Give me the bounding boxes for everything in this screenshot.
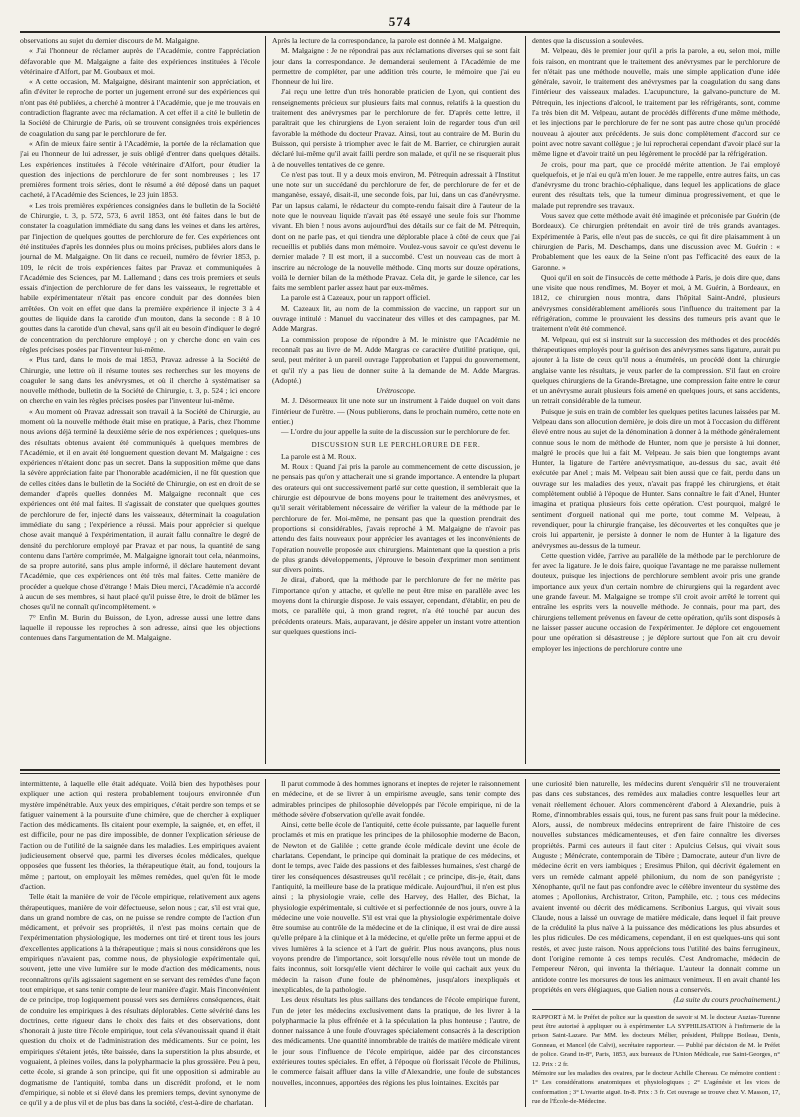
paragraph: dentes que la discussion a soulevées.: [532, 36, 644, 45]
paragraph: Ce n'est pas tout. Il y a deux mois environ, M. Pétrequin adressait à l'Institut une note sur un succédané du perchlorure de fer, de perchlorure de fer et de manganèse, essayé, disait-il, une seconde fois, par lui, dans un cas d'anévrysme. Par un lapsus calami, le rédacteur du compte-rendu faisait dire à l'auteur de la note que le nouveau liquide n'avait pas été essayé une seule fois sur l'homme vivant. Eh bien ! nous avons aujourd'hui des détails sur ce fait de M. Pétrequin, dont on ne parle pas, et qui tiendra une déplorable place à côté de ceux que j'ai recueillis et publiés dans mon mémoire. Voulez-vous savoir ce qu'est devenu le dernier malade ? Il est mort, il a succombé. C'est un nouveau cas de mort à inscrire au nécrologe de la nouvelle méthode. Cinq morts sur douze opérations, voilà le dernier bilan de la méthode Pravaz. Cela dit, je garde le silence, car les faits me semblent parler assez haut par eux-mêmes.: [272, 169, 520, 293]
paragraph: observations au sujet du dernier discours de M. Malgaigne.: [20, 36, 200, 45]
paragraph: Après la lecture de la correspondance, la parole est donnée à M. Malgaigne.: [272, 36, 503, 45]
header-rule: [20, 31, 780, 33]
book-notice: RAPPORT à M. le Préfet de police sur la question de savoir si M. le docteur Auzias-Turenne peut être autorisé à appliquer ou à expérimenter LA SYPHILISATION à l'infirmerie de la prison Saint-Lazare. Par MM. les docteurs Mélier, président, Philippe Boileau, Denis, Gonneau, et Mancel (de Calvi), secrétaire rapporteur. — Publié par décision de M. le Préfet de police. Grand in-8°, Paris, 1853, aux bureaux de l'Union Médicale, rue Saint-Georges, n° 12. Prix : 2 fr.: [532, 1013, 780, 1068]
paragraph: intermittente, à laquelle elle était adéquate. Voilà bien des hypothèses pour expliquer une action qui restera probablement toujours environnée d'un mystère impénétrable. Aux yeux des empiriques, c'était perdre son temps et se fatiguer vainement à la poursuite d'une chimère, que de chercher à expliquer l'action des médicaments. Ils citaient pour exemple, la saignée, et, en effet, il est difficile, pour ne pas dire impossible, de donner l'explication sérieuse de l'action ou de l'utilité de la saignée dans les maladies. Les empiriques avaient judicieusement observé que, parmi les diverses écoles médicales, quelque opposées que fussent les théories, la thérapeutique était, au fond, toujours la même ; partout, on employait les mêmes remèdes, quel qu'en fût le mode d'action.: [20, 779, 260, 891]
bottom-column-2: [272, 779, 520, 1107]
paragraph: Cette question vidée, j'arrive au parallèle de la méthode par le perchlorure de fer avec la ligature. Je le dois faire, quoique l'avantage ne me paraisse nullement douteux, puisque les injections de perchlorure semblent avoir pris une grande importance aux yeux d'un certain nombre de chirurgiens qui la regardent avec une grande faveur. M. Malgaigne se trompe s'il croit avoir arrêté le torrent qui entraîne les esprits vers la nouvelle méthode. Je connais, pour ma part, des chirurgiens tellement prévenus en faveur de cette opération, qu'ils sont disposés à ne laisser passer aucune occasion de l'expérimenter. Je déplore cet engouement pour une opération si désastreuse ; je déplore surtout que l'on ait cru devoir employer les injections de perchlorure contre une: [532, 550, 780, 653]
paragraph: « Afin de mieux faire sentir à l'Académie, la portée de la réclamation que j'ai eu l'honneur de lui adresser, je suis obligé d'entrer dans quelques détails. Les expériences instituées à l'école vétérinaire d'Alfort, pour étudier la question des injections de perchlorure de fer sont nombreuses ; les 17 premières forment trois séries, dont le résumé a été déposé dans un paquet cacheté, à l'Académie des Sciences, le 23 juin 1853.: [20, 138, 260, 200]
paragraph: J'ai reçu une lettre d'un très honorable praticien de Lyon, qui contient des renseignements précieux sur plusieurs faits mal connus, relatifs à la question du traitement des anévrysmes par le perchlorure de fer. D'après cette lettre, il paraîtrait que les chirurgiens de Lyon seraient loin de regarder tous d'un œil favorable la méthode du docteur Pravaz. Ainsi, tout au contraire de M. Burin du Buisson, qui persiste à triompher avec le fait de M. Barrier, ce chirurgien aurait déclaré lui-même qu'il avait failli perdre son malade, et qu'il ne se risquerait plus à de nouvelles tentatives de ce genre.: [272, 87, 520, 169]
paragraph: « Les trois premières expériences consignées dans le bulletin de la Société de Chirurgie, t. 3, p. 572, 573, 6 avril 1853, ont été faites dans le but de constater la coagulation immédiate du sang dans les veines et dans les artères, par l'injection de quelques gouttes de perchlorure de fer. Ces expériences ont été instituées d'après les données plus ou moins précises, publiées alors dans le journal de M. Malgaigne. On lit dans ce recueil, numéro de février 1853, p. 109, le récit de trois expériences faites par Pravaz et communiquées à l'Académie des Sciences, par M. Lallemand ; dans ces trois premiers et seuls essais d'injection de perchlorure de fer dans les vaisseaux, le regrettable et habile expérimentateur n'était pas encore conduit par des données bien arrêtées. On voit en effet que dans la première expérience il injecte 3 à 4 gouttes de liquide dans la carotide d'un mouton, dans la seconde : 8 à 10 gouttes dans la carotide d'un cheval, sans qu'il ait eu besoin d'indiquer le degré de concentration du perchlorure employé ; on y cherche donc en vain ces règles précises posées par l'inventeur lui-même.: [20, 200, 260, 354]
page-number: 574: [388, 14, 412, 29]
paragraph: M. Velpeau, dès le premier jour qu'il a pris la parole, a eu, selon moi, mille fois raison, en montrant que le traitement des anévrysmes par le perchlorure de fer n'était pas une méthode nouvelle, mais une simple application d'une idée générale, savoir, le traitement des anévrysmes par la coagulation du sang dans l'intérieur des vaisseaux malades. L'acupuncture, la galvano-puncture de M. Pétrequin, les injections d'alcool, le traitement par les réfrigérants, sont, comme l'a très bien dit M. Velpeau, autant de procédés différents d'une même méthode, et les injections par le perchlorure de fer ne sont pas autre chose qu'un procédé nouveau à ajouter aux précédents. Je suis donc complètement d'accord sur ce point avec notre savant collègue ; je lui reprocherai cependant d'avoir placé sur la même ligne et d'avoir traité un peu légèrement le procédé par la réfrigération.: [532, 46, 780, 159]
top-column-3: [532, 36, 780, 764]
paragraph: Ainsi, cette belle école de l'antiquité, cette école puissante, par laquelle furent proclamés et mis en pratique les principes de la philosophie moderne de Bacon, de Newton et de Galilée ; cette grande école médicale devint une école de charlatans. Cependant, le principe qui dominait la pratique de ces médecins, et dont le temps, avec l'aide des passions et des faiblesses humaines, s'est chargé de tirer les conséquences désastreuses qu'il recélait ; ce principe, dis-je, était, dans l'antiquité, la meilleure base de la pratique médicale. Aujourd'hui, il n'en est plus ainsi ; la physiologie vraie, celle des Harvey, des Haller, des Bichat, la physiologie expérimentale, si cultivée et si perfectionnée de nos jours, ouvre à la médecine une voie nouvelle. S'il est vrai que la physiologie expérimentale doive être soumise au contrôle de la médecine et de la clinique, il est vrai de dire aussi qu'elle prépare à la clinique et à la médecine, et qu'elle prête un ferme appui et de vives lumières à la science et à l'art de guérir. Plus nous avançons, plus nous voyons prendre de l'importance, soit lorsqu'elle nous révèle tout un monde de faits inconnus, soit lorsqu'elle vient déchirer le voile qui cachait aux yeux du médecin la raison d'une foule de phénomènes, jusqu'alors inexpliqués et inexplicables, de la pathologie.: [272, 820, 520, 994]
paragraph: « Plus tard, dans le mois de mai 1853, Pravaz adresse à la Société de Chirurgie, une lettre où il résume toutes ses recherches sur les moyens de coaguler le sang dans les anévrysmes, et où il cherche à systématiser sa nouvelle méthode, bulletin de la Société de Chirurgie, t. 3, p. 524 ; ici encore on cherche en vain les règles précises posées par l'inventeur lui-même.: [20, 355, 260, 406]
paragraph: 7° Enfin M. Burin du Buisson, de Lyon, adresse aussi une lettre dans laquelle il repousse les reproches à son adresse, ainsi que les objections contenues dans l'argumentation de M. Malgaigne.: [20, 612, 260, 643]
paragraph: « A cette occasion, M. Malgaigne, désirant maintenir son appréciation, et afin d'éviter le reproche de porter un jugement erroné sur des expériences qui n'ont pas été publiées, a cherché à montrer à l'Académie, que je me trouvais en contradiction flagrante avec ma réclamation. A cet effet il a cité le bulletin de la Société de Chirurgie de Paris, où se trouvent consignées trois expériences de coagulation du sang par le perchlorure de fer.: [20, 77, 260, 138]
paragraph: M. Velpeau, qui est si instruit sur la succession des méthodes et des procédés thérapeutiques employés pour la guérison des anévrysmes sans ligature, aurait pu ajouter à la liste de ceux qu'il nous a énumérés, un procédé dont la chirurgie anglaise vante les résultats, je veux parler de la compression. S'il faut en croire quelques chirurgiens de la Grande-Bretagne, une compression faite entre le cœur et un anévrysme aurait plusieurs fois amené en quelques jours, et sans accidents, un retrait considérable de la tumeur.: [532, 334, 780, 406]
section-rule: [20, 769, 780, 771]
paragraph: Les deux résultats les plus saillans des tendances de l'école empirique furent, l'un de jeter les médecins exclusivement dans la pratique, de les livrer à la polypharmacie la plus effrénée et à la spéculation la plus honteuse ; l'autre, de donner naissance à une foule d'ouvrages spécialement consacrés à la description des médicaments. Une quantité innombrable de traités de matière médicale virent le jour sous l'influence de l'école empirique, aidée par des circonstances extérieures toutes spéciales. En effet, à l'époque où florissait l'école de Philinus, le commerce faisait affluer dans la ville d'Alexandrie, une foule de substances nouvelles, inconnues, apportées des régions les plus lointaines. Excités par: [272, 995, 520, 1087]
paragraph: La parole est à Cazeaux, pour un rapport officiel.: [281, 293, 431, 303]
paragraph: « Au moment où Pravaz adressait son travail à la Société de Chirurgie, au moment où la nouvelle méthode était mise en pratique, à Paris, chez l'homme nous avions déjà terminé la deuxième série de nos expériences ; quelques-uns des résultats obtenus avaient été communiqués à quelques membres de l'Académie, et il en avait été longuement question devant M. Malgaigne : ces expériences n'étaient donc pas un secret. Dans la supposition même que dans la sévère appréciation faite par l'honorable académicien, il ne fût question que de celles citées dans le bulletin de la Société de Chirurgie, on est en droit de se demander d'après quelles données M. Malgaigne reconnaît que ces expériences ont été mal faites. Il s'agissait de constater que quelques gouttes de perchlorure de fer, injecté dans les vaisseaux, déterminait la coagulation immédiate du sang ; l'expérience a réussi. Mais pour apprécier si quelque chose avait manqué à l'expérimentation, il aurait fallu connaître le degré de densité du perchlorure employé par Pravaz et par nous, la quantité de sang contenu dans l'artère comprimée, M. Malgaigne ignorait tout cela, néanmoins, de sa propre autorité, sans plus ample informé, il déclare hautement devant l'Académie, que ces expériences ont été très mal faites. Cette manière de procéder a quelque chose d'étrange ! Mais Dieu merci, l'Académie n'a accordé à aucun de ses membres, si haut placé qu'il puisse être, le droit de blâmer les choses qu'il ne connaît qu'incomplètement. »: [20, 406, 260, 612]
paragraph: Telle était la manière de voir de l'école empirique, relativement aux agens thérapeutiques, manière de voir défectueuse, selon nous ; car, s'il est vrai que, dans un grand nombre de cas, on ne puisse se rendre compte de l'action d'un médicament, et prévoir ses propriétés, il n'est pas moins certain que de l'expérimentation physiologique, les modernes ont tiré et tirent tous les jours d'excellentes applications à la thérapeutique ; mais si nous considérons que les empiriques n'avaient pas, comme nous, de physiologie expérimentale qui, souvent, jette une vive lumière sur le mode d'action des médicaments, nous reconnaîtrons qu'ils agissaient sagement en se servant des remèdes d'une façon tout empirique, et sans tenir compte de leur manière d'agir. Mais l'inconvénient de ce principe, trop logiquement poussé vers ses dernières conséquences, était de conduire les empiriques à des résultats déplorables. Cette sévérité dans les doctrines, cette rigueur dans le choix des faits et des observations, dont s'honorait à juste titre l'école empirique, tout cela s'évanouissait quand il était question du choix et de l'administration des médicaments. Sur ce point, les empiriques s'étaient jetés, tête baissée, dans la superstition la plus absurde, et voguaient, à pleines voiles, dans la polypharmacie la plus grossière. Peu à peu, cette école, si grande à son principe, qui fit une opposition si admirable au dogmatisme de l'antiquité, tomba dans un discrédit profond, et le nom d'empirique, si noble et si élevé dans les premiers temps, devint synonyme de ce qu'il y a de plus vil et de plus bas dans la société, c'est-à-dire de charlatan.: [20, 892, 260, 1107]
column-rule: [525, 779, 526, 1107]
section-heading: DISCUSSION SUR LE PERCHLORURE DE FER.: [311, 440, 481, 449]
bottom-column-3: [532, 779, 780, 1107]
paragraph: « J'ai l'honneur de réclamer auprès de l'Académie, contre l'appréciation défavorable que M. Malgaigne a faite des expériences instituées à l'école vétérinaire d'Alfort, par M. Goubaux et moi.: [20, 46, 260, 76]
paragraph: une curiosité bien naturelle, les médecins durent s'enquérir s'il ne trouveraient pas dans ces substances, des remèdes aux maladies contre lesquelles leur art venait réellement échouer. Alors commencèrent d'abord à Alexandrie, puis à Rome, d'innombrables essais qui, tous, ne furent pas sans fruit pour la médecine. Alors, aussi, de nombreux médecins entreprirent de faire l'histoire de ces nouvelles substances médicamenteuses, et d'en faire connaître les diverses propriétés. Parmi ces auteurs il faut citer : Apulcius Celsus, qui vivait sous Auguste ; Ménécrate, contemporain de Tibère ; Damocrate, auteur d'un livre de médecine écrit en vers iambiques ; Eresimus Philon, qui décrivit également en vers un remède calmant appelé philonium, du nom de son panégyriste ; Xénophante, qu'il ne faut pas confondre avec le célèbre inventeur du système des atomes ; Apollonius, Archistrator, Criton, Pamphile, etc. ; tous ces médecins avaient inventé ou décrit des médicamens. Scribonius Largus, qui vivait sous Claude, nous a laissé un ouvrage de matière médicale, dans lequel il fait preuve de la crédulité la plus naïve à la puissance des médications les plus absurdes et les plus ridicules. De ces médicamens, cependant, il en est quelques-uns qui sont restés, et avec juste raison. Nous apprécions tous l'utilité des bains ferrugineux, dont l'origine remonte à ces temps reculés. C'est Andromache, médecin de l'empereur Néron, qui inventa la thériaque. L'auteur la donnait comme un antidote contre les morsures de tous les animaux venimeux. Il en avait chanté les propriétés en vers élégiaques, que Galien nous a conservés.: [532, 779, 780, 994]
paragraph: La commission propose de répondre à M. le ministre que l'Académie ne reconnaît pas au livre de M. Adde Margras ce caractère d'utilité pratique, qui, seul, peut mériter à un pareil ouvrage l'approbation et l'appui du gouvernement, et qu'il n'y a pas lieu de donner suite à la demande de M. Adde Margras. (Adopté.): [272, 334, 520, 385]
paragraph: M. Cazeaux lit, au nom de la commission de vaccine, un rapport sur un ouvrage intitulé : Manuel du vaccinateur des villes et des campagnes, par M. Adde Margras.: [272, 303, 520, 334]
top-column-2: [272, 36, 520, 764]
paragraph: Puisque je suis en train de combler les quelques petites lacunes laissées par M. Velpeau dans son allocution dernière, je dois dire un mot à l'occasion du différent élevé entre nous au sujet de la dénomination à donner à la méthode généralement connue sous le nom de méthode de Hunter, nom que je persiste à lui donner, malgré le procès que lui a fait M. Velpeau. Je sais bien que longtemps avant Hunter, la ligature de l'artère anévrysmatique, au-dessus du sac, avait été exécutée par Anel ; mais M. Velpeau sait bien aussi que ce fait, perdu dans un ouvrage sur les maladies des yeux, n'avait pas frappé les chirurgiens, et était complètement oublié à l'époque de Hunter. Sans connaître le fait d'Anel, Hunter imagina et pratiqua plusieurs fois cette opération. C'est pourquoi, malgré le sentiment d'orgueil national qui me porte, tout comme M. Velpeau, à revendiquer, pour la chirurgie française, les découvertes et les conquêtes que je crois lui appartenir, je persiste à donner le nom de Hunter à la ligature des anévrysmes au-dessus de la tumeur.: [532, 406, 780, 550]
paragraph: Je dirai, d'abord, que la méthode par le perchlorure de fer ne mérite pas l'importance qu'on y attache, et qu'elle ne peut être mise en parallèle avec les moyens dont la chirurgie dispose. Je vais essayer, cependant, d'établir, en peu de mots, ce parallèle qui, à mon grand regret, n'a été touché par aucun des précédents orateurs. Mais, auparavant, je désire appeler un instant votre attention sur quelques questions inci-: [272, 575, 520, 636]
section-subtitle: Urétroscope.: [376, 386, 416, 396]
paragraph: M. J. Désormeaux lit une note sur un instrument à l'aide duquel on voit dans l'intérieur de l'urètre. — (Nous publierons, dans le prochain numéro, cette note en entier.): [272, 396, 520, 426]
book-notice: Mémoire sur les maladies des ovaires, par le docteur Achille Chereau. Ce mémoire contient : 1° Les considérations anatomiques et physiologiques ; 2° L'agénésie et les vices de conformation ; 3° L'ovarite aiguë. In-8. Prix : 3 fr. Cet ouvrage se trouve chez V. Masson, 17, rue de l'École-de-Médecine.: [532, 1069, 780, 1106]
bottom-column-1: [20, 779, 260, 1107]
column-rule: [265, 36, 266, 764]
paragraph: Je crois, pour ma part, que ce procédé mérite attention. Je l'ai employé quelquefois, et je n'ai eu qu'à m'en louer. Je me rappelle, entre autres faits, un cas d'anévrysme du tronc brachio-céphalique, dans lequel les applications de glace eurent des résultats tels, que la tumeur diminua progressivement, et que le malade put reprendre ses travaux.: [532, 159, 780, 210]
column-rule: [525, 36, 526, 764]
paragraph: M. Malgaigne : Je ne répondrai pas aux réclamations diverses qui se sont fait jour dans la correspondance. Je demanderai seulement à l'Académie de me permettre de compléter, par une addition très courte, le mémoire que j'ai eu l'honneur de lui lire.: [272, 46, 520, 87]
paragraph: Il parut commode à des hommes ignorans et ineptes de rejeter le raisonnement en médecine, et de se livrer à un empirisme aveugle, sans tenir compte des admirables principes de philosophie développés par l'école empirique, ni de la méthode sévère d'observation qu'elle avait fondée.: [272, 779, 520, 819]
paragraph: — L'ordre du jour appelle la suite de la discussion sur le perchlorure de fer.: [281, 427, 510, 437]
paragraph: Vous savez que cette méthode avait été imaginée et préconisée par Guérin (de Bordeaux). Ce chirurgien prétendait en avoir tiré de très grands avantages. Expérimentée à Paris, elle n'eut pas de succès, ce qui fit dire plaisamment à un chirurgien de Paris, M. Deschamps, dans une discussion avec M. Guérin : « Probablement que les eaux de la Seine n'ont pas l'efficacité des eaux de la Garonne. »: [532, 211, 780, 272]
paragraph: La parole est à M. Roux.: [281, 451, 357, 461]
paragraph: M. Roux : Quand j'ai pris la parole au commencement de cette discussion, je ne pensais pas qu'on y attacherait une si grande importance. A entendre la plupart des orateurs qui ont successivement parlé sur cette question, il semblerait que la chirurgie est dépourvue de bons moyens pour le traitement des anévrysmes, et qu'il serait véritablement nécessaire de vérifier la valeur de la méthode par le perchlorure de fer. Moi-même, ne pensant pas que la question prendrait des proportions si considérables, j'avais reproché à M. Malgaigne de n'avoir pas attendu des faits nouveaux pour apprécier les avantages et les inconvénients de l'opération nouvelle proposée aux chirurgiens. Maintenant que la question a pris de plus grands développements, j'éprouve le besoin d'exprimer mon sentiment sur divers points.: [272, 462, 520, 575]
top-column-1: [20, 36, 260, 764]
paragraph: Quoi qu'il en soit de l'insuccès de cette méthode à Paris, je dois dire que, dans une visite que nous rendîmes, M. Boyer et moi, à M. Guérin, à Bordeaux, en 1812, ce chirurgien nous montra, dans l'hôpital Saint-André, plusieurs anévrysmes considérablement améliorés sous l'influence du traitement par la réfrigération, comme le prouvaient les dessins des tumeurs pris avant que le traitement n'eût été commencé.: [532, 272, 780, 334]
column-rule: [265, 779, 266, 1107]
section-rule: [20, 773, 780, 774]
notice-rule: [532, 1009, 780, 1010]
continuation-note: (La suite du cours prochainement.): [673, 995, 780, 1005]
